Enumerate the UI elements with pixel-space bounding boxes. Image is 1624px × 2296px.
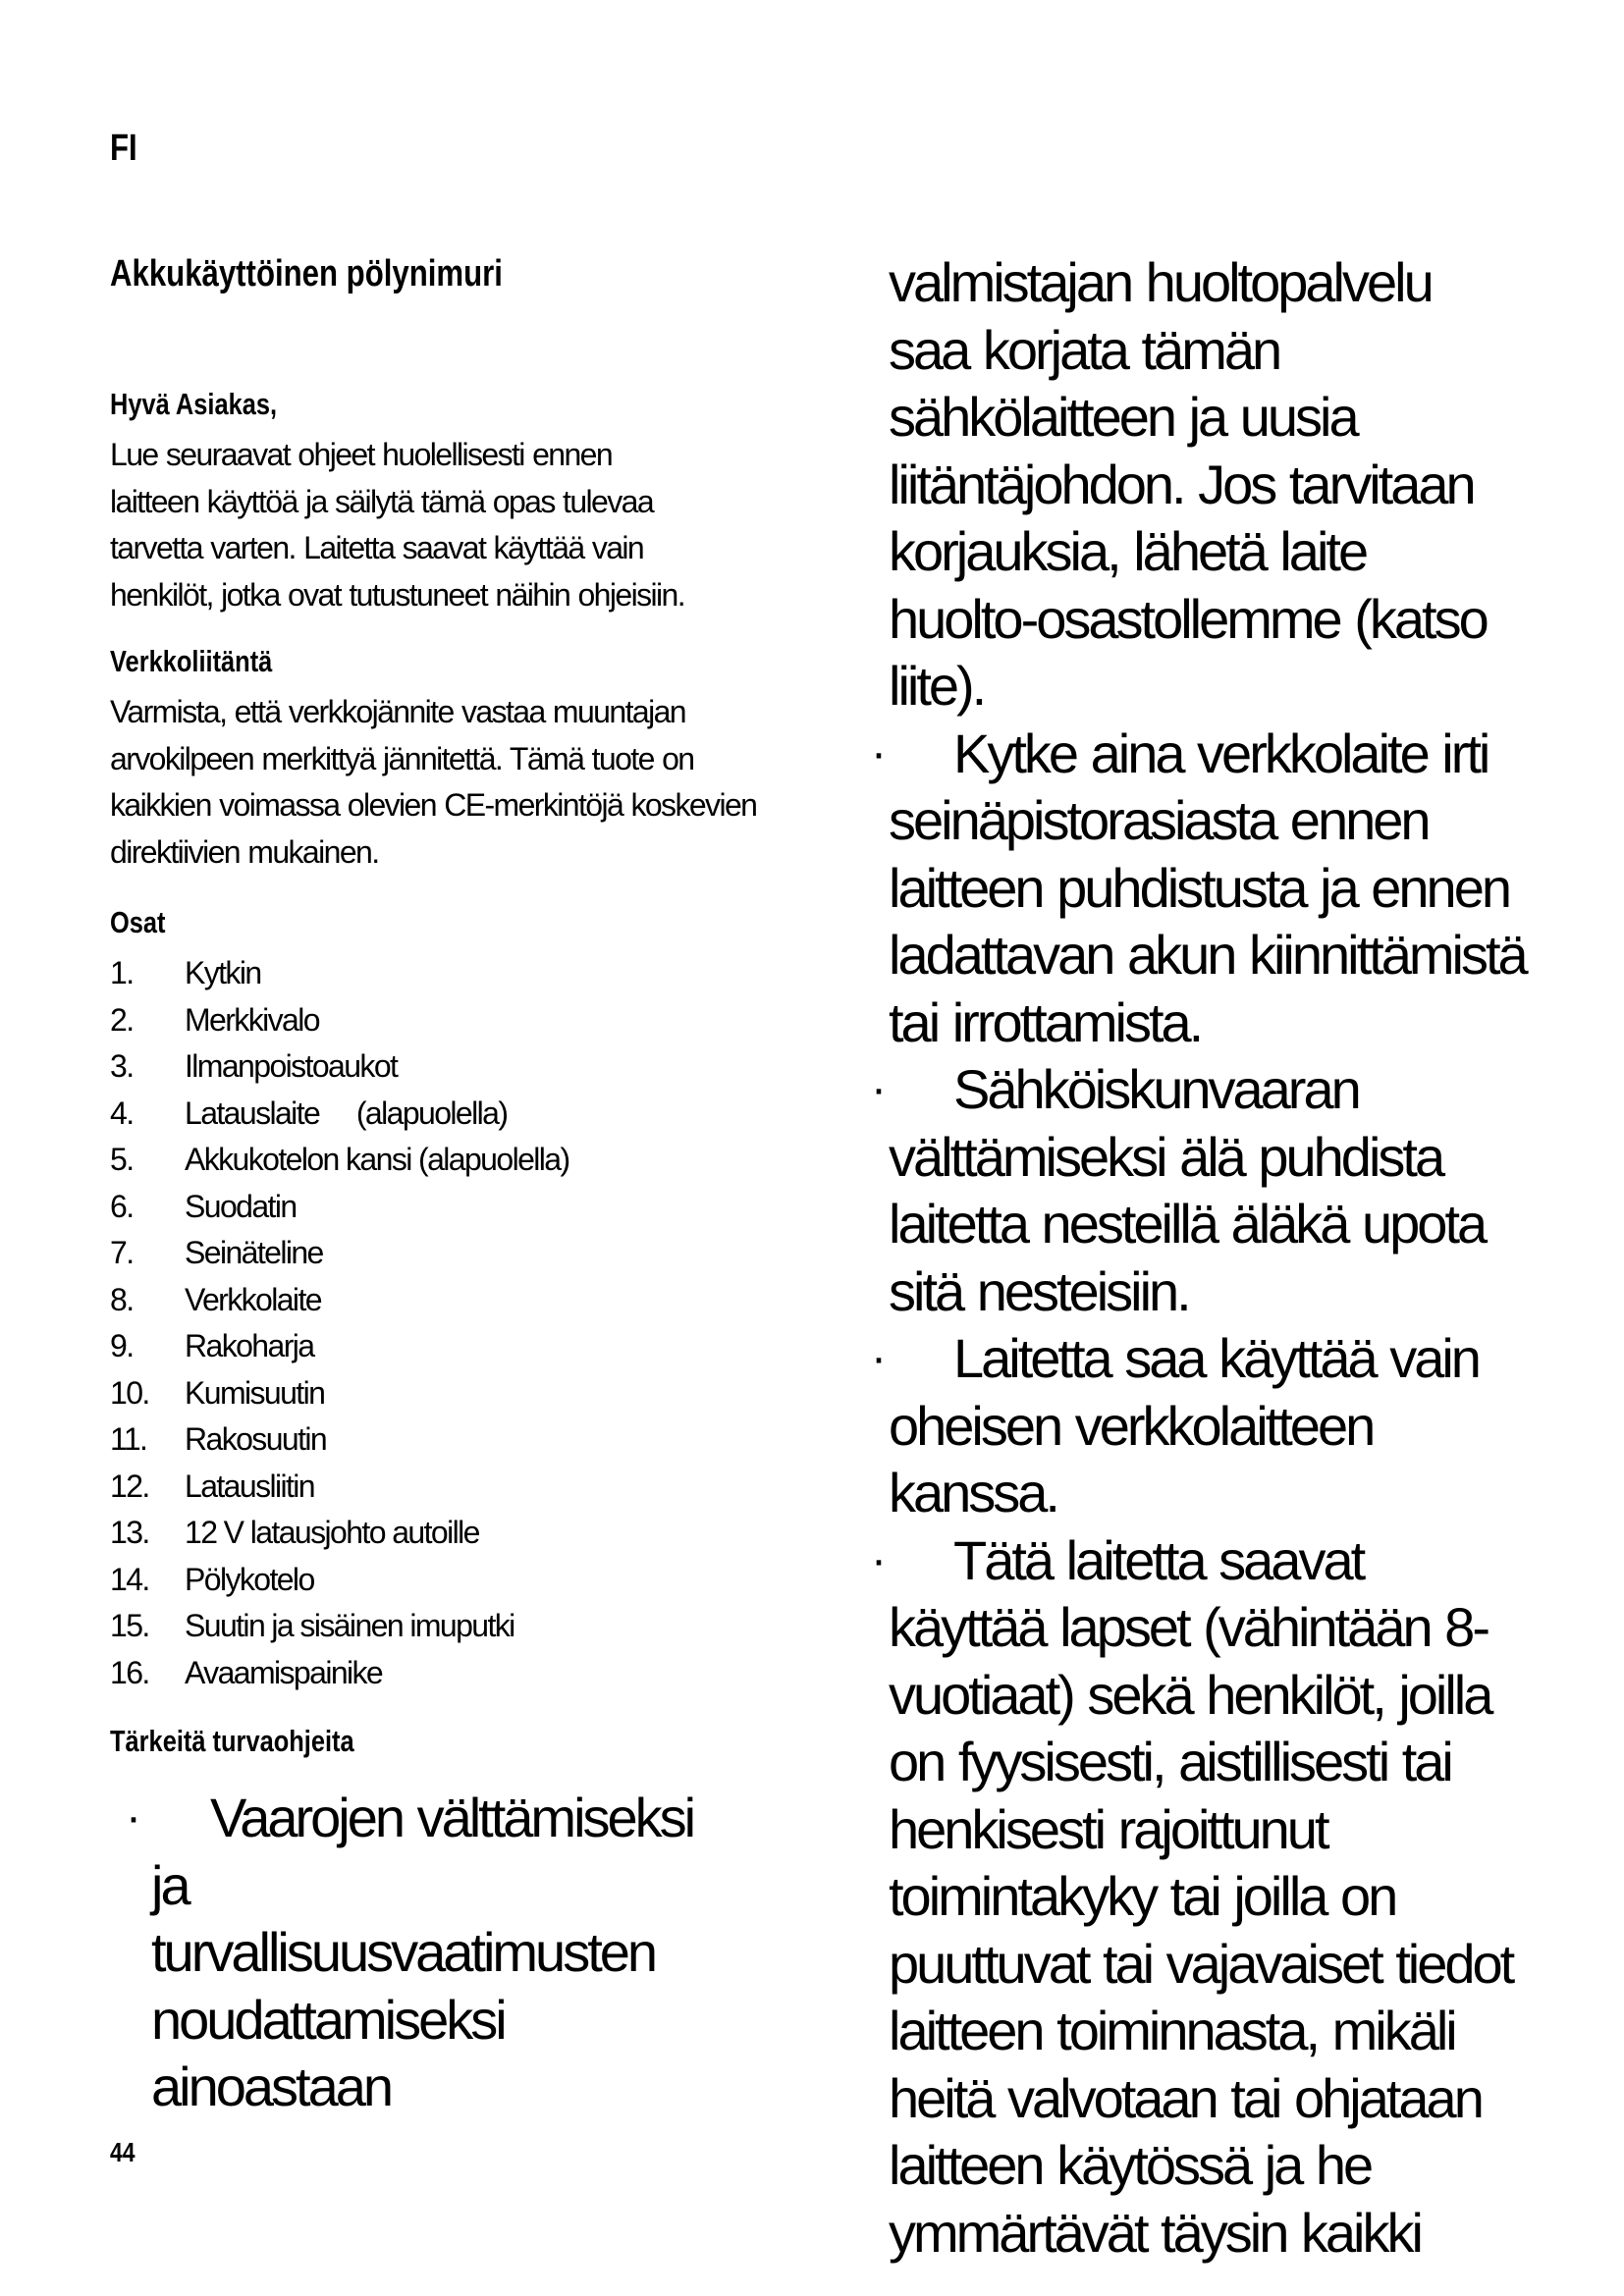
list-item-label: 12 V latausjohto autoille — [185, 1515, 479, 1550]
mains-heading: Verkkoliitäntä — [110, 644, 273, 678]
safety-bullet-5 — [871, 1527, 1537, 2268]
list-item-number: 6. — [110, 1188, 134, 1224]
bullet-icon: · — [126, 1791, 141, 1843]
list-item-number: 8. — [110, 1281, 134, 1317]
list-item-label: Kytkin — [185, 955, 261, 990]
list-item — [110, 1184, 797, 1231]
list-item-label: Merkkivalo — [185, 1001, 319, 1038]
safety-bullet-1 — [110, 1785, 797, 2121]
list-item-label: Ilmanpoistoaukot — [185, 1048, 398, 1084]
safety-bullet-3 — [871, 1056, 1537, 1325]
safety-bullet-text: Laitetta saa käyttää vain oheisen verkkolaitteen kanssa. — [889, 1327, 1479, 1523]
safety-bullet-text: Sähköiskunvaaran välttämiseksi älä puhdista laitetta nesteillä äläkä upota sitä nesteisiin. — [889, 1058, 1486, 1322]
safety-bullet-1-continuation: valmistajan huoltopalvelu saa korjata tämän sähkölaitteen ja uusia liitäntäjohdon. Jos tarvitaan korjauksia, lähetä laite huolto-osastollemme (katso liite). — [889, 251, 1487, 717]
list-item — [110, 1277, 797, 1324]
parts-heading: Osat — [110, 905, 166, 939]
list-item — [110, 1650, 797, 1697]
list-item-number: 10. — [110, 1374, 149, 1411]
list-item-label: Latauslaite (alapuolella) — [185, 1095, 508, 1131]
list-item — [110, 1230, 797, 1277]
bullet-icon: · — [871, 726, 887, 779]
list-item — [110, 1043, 797, 1091]
safety-bullet-text: Tätä laitetta saavat käyttää lapset (vähintään 8-vuotiaat) sekä henkilöt, joilla on fyysisesti, aistillisesti tai henkisesti rajoittunut toimintakyky tai joilla on puuttuvat tai vajavaiset tiedot laitteen toiminnasta, mikäli heitä valvotaan tai ohjataan laitteen käytössä ja he ymmärtävät täysin kaikki — [889, 1528, 1513, 2264]
intro-heading: Hyvä Asiakas, — [110, 387, 278, 421]
list-item-label: Verkkolaite — [185, 1281, 321, 1317]
list-item-number: 2. — [110, 1001, 134, 1038]
list-item — [110, 1603, 797, 1650]
list-item-label: Akkukotelon kansi (alapuolella) — [185, 1142, 569, 1177]
list-item — [110, 1416, 797, 1464]
list-item — [110, 997, 797, 1044]
list-item — [110, 1323, 797, 1370]
list-item-label: Suutin ja sisäinen imuputki — [185, 1608, 514, 1643]
bullet-icon: · — [871, 1332, 887, 1384]
list-item-number: 1. — [110, 955, 134, 990]
parts-list — [110, 950, 797, 1696]
bullet-icon: · — [871, 1533, 887, 1586]
list-item-label: Avaamispainike — [185, 1654, 383, 1690]
safety-bullets — [871, 721, 1537, 2268]
list-item-label: Rakosuutin — [185, 1421, 327, 1457]
list-item — [110, 1557, 797, 1604]
list-item-number: 7. — [110, 1235, 134, 1270]
language-code: FI — [110, 128, 137, 169]
list-item-label: Latausliitin — [185, 1468, 315, 1504]
list-item — [110, 1091, 797, 1138]
list-item-label: Kumisuutin — [185, 1374, 325, 1411]
page-number: 44 — [110, 2137, 135, 2167]
intro-text: Lue seuraavat ohjeet huolellisesti ennen laitteen käyttöä ja säilytä tämä opas tulevaa tarvetta varten. Laitetta saavat käyttää vain henkilöt, jotka ovat tutustuneet näihin ohjeisiin. — [110, 437, 684, 613]
list-item — [110, 950, 797, 997]
list-item-number: 13. — [110, 1515, 149, 1550]
list-item-number: 9. — [110, 1328, 134, 1363]
mains-text: Varmista, että verkkojännite vastaa muuntajan arvokilpeen merkittyä jännitettä. Tämä tuote on kaikkien voimassa olevien CE-merkintöjä koskevien direktiivien mukainen. — [110, 694, 757, 870]
list-item — [110, 1510, 797, 1557]
list-item — [110, 1370, 797, 1417]
list-item-number: 4. — [110, 1095, 134, 1131]
safety-bullet-4 — [871, 1325, 1537, 1527]
list-item — [110, 1464, 797, 1511]
list-item-label: Rakoharja — [185, 1328, 314, 1363]
list-item — [110, 1137, 797, 1184]
list-item-number: 16. — [110, 1654, 149, 1690]
list-item-number: 15. — [110, 1608, 149, 1643]
bullet-icon: · — [871, 1063, 887, 1115]
page-title: Akkukäyttöinen pölynimuri — [110, 253, 503, 294]
list-item-number: 14. — [110, 1561, 149, 1597]
list-item-label: Suodatin — [185, 1188, 297, 1224]
right-column — [871, 249, 1537, 2267]
safety-bullet-text: Kytke aina verkkolaite irti seinäpistorasiasta ennen laitteen puhdistusta ja ennen ladattavan akun kiinnittämistä tai irrottamista. — [889, 721, 1526, 1053]
list-item-number: 3. — [110, 1048, 134, 1084]
left-column — [110, 253, 797, 2121]
list-item-label: Pölykotelo — [185, 1561, 314, 1597]
safety-bullet-2 — [871, 721, 1537, 1057]
list-item-number: 11. — [110, 1421, 147, 1457]
safety-heading: Tärkeitä turvaohjeita — [110, 1724, 354, 1758]
list-item-number: 12. — [110, 1468, 149, 1504]
safety-bullet-1-text: Vaarojen välttämiseksi ja turvallisuusvaatimusten noudattamiseksi ainoastaan — [151, 1787, 694, 2117]
list-item-number: 5. — [110, 1142, 134, 1177]
list-item-label: Seinäteline — [185, 1235, 323, 1270]
